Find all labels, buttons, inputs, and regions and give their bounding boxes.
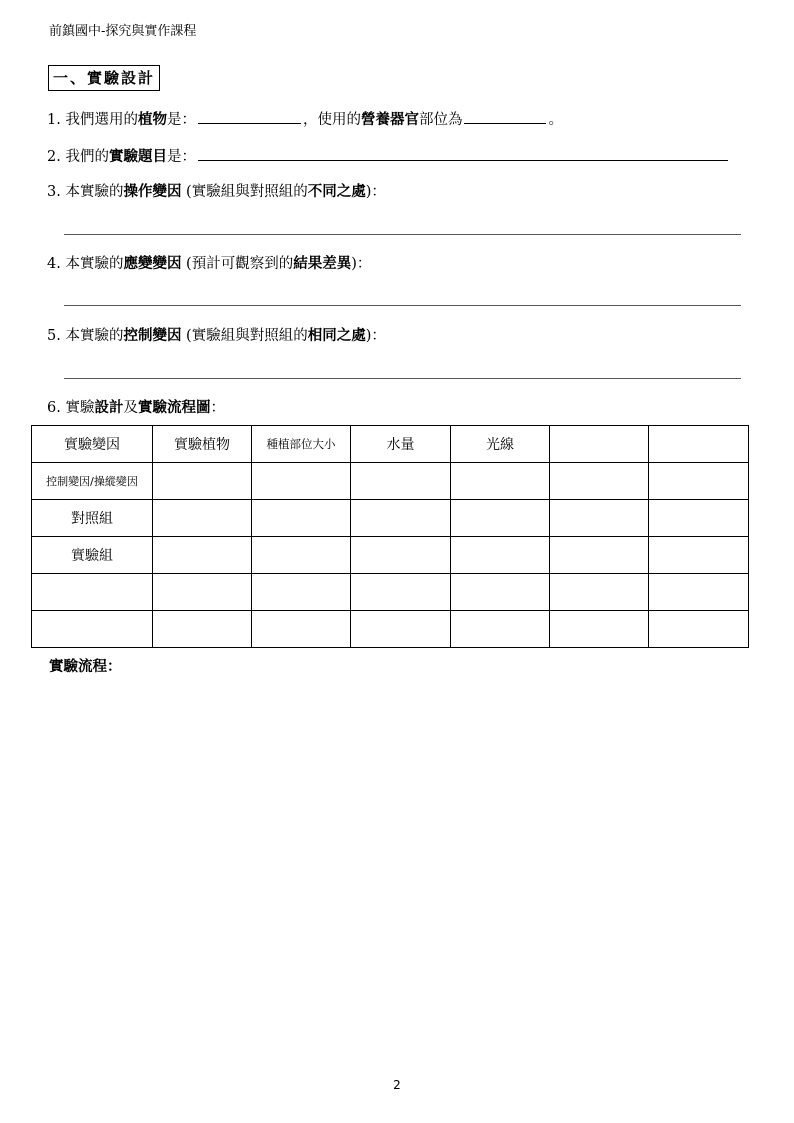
question-text: (實驗組與對照組的 xyxy=(181,184,308,200)
question-text: 我們的 xyxy=(65,149,109,165)
flow-label: 實驗流程： xyxy=(49,659,122,675)
table-row xyxy=(32,537,749,574)
question-text: (實驗組與對照組的 xyxy=(181,328,308,344)
plant-answer-blank[interactable] xyxy=(198,109,301,124)
question-number: 3. xyxy=(47,184,61,200)
question-text: 是： xyxy=(166,112,196,128)
table-cell[interactable] xyxy=(252,611,351,648)
row-label[interactable] xyxy=(32,574,153,611)
bold-keyword: 應變變因 xyxy=(123,255,182,272)
bold-keyword: 實驗流程圖 xyxy=(137,399,211,416)
answer-line-4[interactable] xyxy=(64,305,741,306)
table-cell[interactable] xyxy=(252,500,351,537)
bold-keyword: 結果差異 xyxy=(293,255,352,272)
header-cell[interactable] xyxy=(550,426,649,463)
answer-line-5[interactable] xyxy=(64,378,741,379)
header-cell: 種植部位大小 xyxy=(252,426,351,463)
table-row xyxy=(32,500,749,537)
question-text: 本實驗的 xyxy=(65,328,124,344)
bold-keyword: 操作變因 xyxy=(123,183,182,200)
row-label: 實驗組 xyxy=(32,537,153,574)
table-cell[interactable] xyxy=(550,611,649,648)
table-cell[interactable] xyxy=(351,537,451,574)
table-cell[interactable] xyxy=(153,463,252,500)
question-text: )： xyxy=(351,256,372,272)
table-cell[interactable] xyxy=(153,500,252,537)
table-cell[interactable] xyxy=(153,611,252,648)
bold-keyword: 植物 xyxy=(137,111,167,128)
question-number: 1. xyxy=(47,112,61,128)
table-cell[interactable] xyxy=(649,463,749,500)
organ-answer-blank[interactable] xyxy=(464,109,546,124)
question-text: 是： xyxy=(166,149,196,165)
question-text: 我們選用的 xyxy=(65,112,138,128)
header-cell: 光線 xyxy=(451,426,550,463)
course-header: 前鎮國中-探究與實作課程 xyxy=(49,24,197,39)
table-cell[interactable] xyxy=(351,463,451,500)
title-answer-blank[interactable] xyxy=(198,146,728,161)
answer-line-3[interactable] xyxy=(64,234,741,235)
question-6 xyxy=(47,398,225,418)
question-text: ： xyxy=(210,400,225,416)
bold-keyword: 實驗題目 xyxy=(108,148,167,165)
question-number: 5. xyxy=(47,328,61,344)
table-cell[interactable] xyxy=(153,537,252,574)
section-title: 一、實驗設計 xyxy=(48,65,160,91)
row-label[interactable] xyxy=(32,611,153,648)
header-cell: 實驗植物 xyxy=(153,426,252,463)
question-text: 本實驗的 xyxy=(65,256,124,272)
question-number: 2. xyxy=(47,149,61,165)
table-cell[interactable] xyxy=(252,463,351,500)
table-cell[interactable] xyxy=(351,574,451,611)
table-cell[interactable] xyxy=(550,574,649,611)
question-number: 4. xyxy=(47,256,61,272)
table-cell[interactable] xyxy=(649,537,749,574)
question-text: 部位為 xyxy=(418,112,463,128)
question-4 xyxy=(47,254,371,274)
table-cell[interactable] xyxy=(550,463,649,500)
bold-keyword: 相同之處 xyxy=(307,327,366,344)
table-cell[interactable] xyxy=(451,463,550,500)
question-number: 6. xyxy=(47,400,61,416)
page-number: 2 xyxy=(393,1078,401,1092)
question-1 xyxy=(47,109,563,130)
table-cell[interactable] xyxy=(451,611,550,648)
table-header-row xyxy=(32,426,749,463)
bold-keyword: 不同之處 xyxy=(307,183,366,200)
question-text: )： xyxy=(365,328,386,344)
table-cell[interactable] xyxy=(451,537,550,574)
table-cell[interactable] xyxy=(252,537,351,574)
question-5 xyxy=(47,326,386,346)
table-row xyxy=(32,463,749,500)
question-text: 本實驗的 xyxy=(65,184,124,200)
question-text: ，使用的 xyxy=(302,112,361,128)
table-cell[interactable] xyxy=(351,611,451,648)
bold-keyword: 設計 xyxy=(94,399,124,416)
table-cell[interactable] xyxy=(649,574,749,611)
bold-keyword: 控制變因 xyxy=(123,327,182,344)
question-text: 實驗 xyxy=(65,400,95,416)
table-cell[interactable] xyxy=(451,574,550,611)
question-text: 。 xyxy=(548,112,563,128)
table-cell[interactable] xyxy=(649,611,749,648)
question-text: (預計可觀察到的 xyxy=(181,256,294,272)
row-label: 對照組 xyxy=(32,500,153,537)
question-text: )： xyxy=(365,184,386,200)
header-cell[interactable] xyxy=(649,426,749,463)
table-row xyxy=(32,574,749,611)
question-text: 及 xyxy=(123,400,138,416)
table-cell[interactable] xyxy=(351,500,451,537)
question-2 xyxy=(47,146,730,167)
experiment-design-table xyxy=(31,425,749,648)
row-label: 控制變因/操縱變因 xyxy=(32,463,153,500)
table-cell[interactable] xyxy=(451,500,550,537)
header-cell: 實驗變因 xyxy=(32,426,153,463)
question-3 xyxy=(47,182,386,202)
table-row xyxy=(32,611,749,648)
table-cell[interactable] xyxy=(550,500,649,537)
bold-keyword: 營養器官 xyxy=(360,111,419,128)
table-cell[interactable] xyxy=(649,500,749,537)
table-cell[interactable] xyxy=(153,574,252,611)
table-cell[interactable] xyxy=(550,537,649,574)
header-cell: 水量 xyxy=(351,426,451,463)
table-cell[interactable] xyxy=(252,574,351,611)
